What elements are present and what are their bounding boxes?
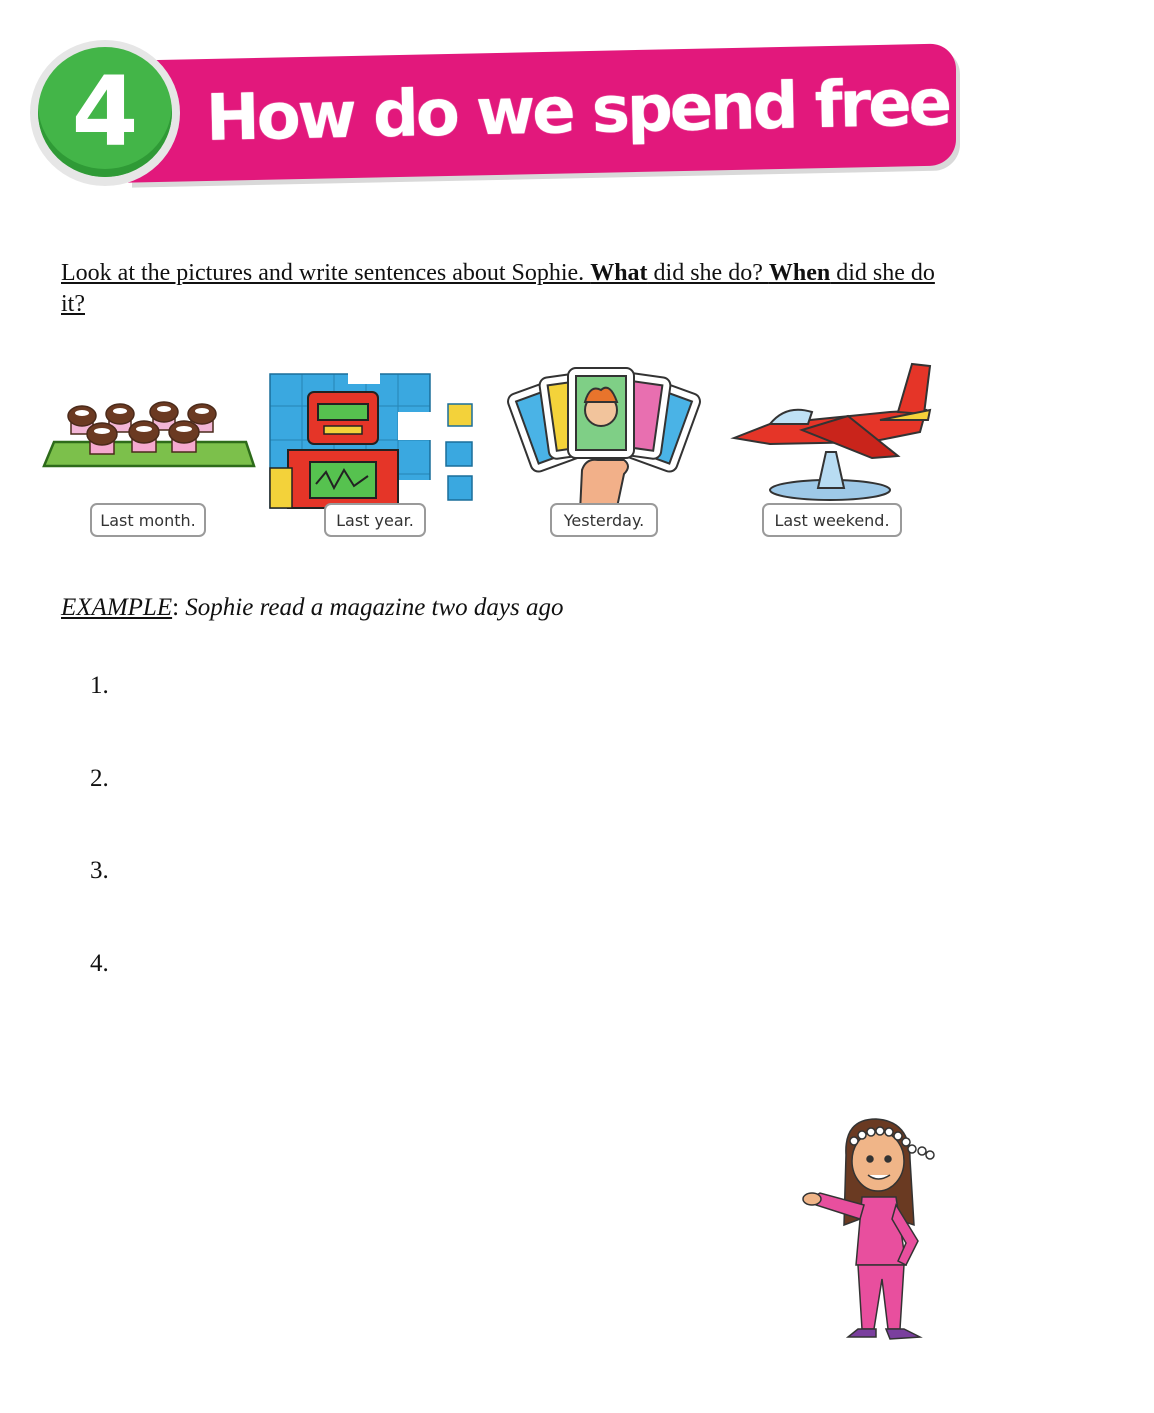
instruction-part3: did she do it? bbox=[61, 260, 935, 317]
instruction-when: When bbox=[768, 260, 831, 286]
answer-line-1[interactable]: 1. bbox=[90, 672, 109, 699]
instruction-what: What bbox=[590, 260, 648, 286]
answer-line-4[interactable]: 4. bbox=[90, 950, 109, 977]
instruction-part2: did she do? bbox=[647, 260, 769, 286]
instruction-part1: Look at the pictures and write sentences about Sophie. bbox=[61, 260, 591, 286]
model-airplane-icon bbox=[730, 360, 935, 505]
answer-line-2[interactable]: 2. bbox=[90, 765, 109, 792]
instruction-text bbox=[61, 258, 941, 320]
example-label: EXAMPLE bbox=[61, 594, 173, 621]
example-text: Sophie read a magazine two days ago bbox=[185, 594, 564, 621]
robot-jigsaw-puzzle-icon bbox=[268, 372, 483, 512]
picture-label-1: Last month. bbox=[90, 503, 206, 537]
picture-label-2: Last year. bbox=[324, 503, 426, 537]
cupcakes-tray-icon bbox=[40, 400, 260, 475]
example-separator: : bbox=[172, 594, 186, 621]
page-title: How do we spend free time? bbox=[205, 62, 1154, 156]
sophie-girl-pointing-icon bbox=[800, 1115, 940, 1345]
unit-number: 4 bbox=[71, 56, 139, 168]
picture-label-3: Yesterday. bbox=[550, 503, 658, 537]
picture-label-4: Last weekend. bbox=[762, 503, 902, 537]
unit-banner bbox=[28, 38, 1154, 188]
answer-line-3[interactable]: 3. bbox=[90, 857, 109, 884]
example-sentence bbox=[61, 594, 564, 622]
playing-cards-hand-icon bbox=[498, 362, 713, 507]
